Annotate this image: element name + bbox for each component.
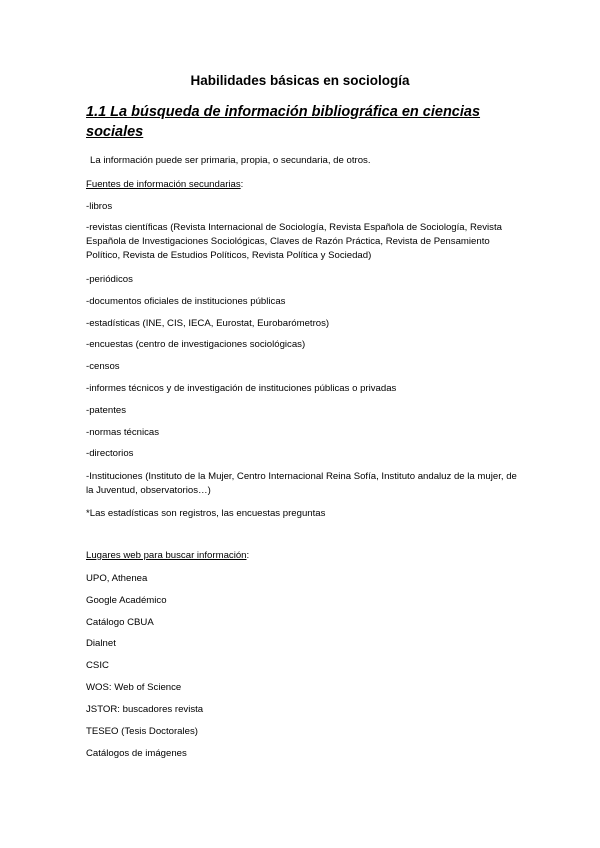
secondary-sources-label: Fuentes de información secundarias:: [86, 179, 244, 190]
list-item: Dialnet: [86, 638, 116, 649]
section-heading: 1.1 La búsqueda de información bibliográfica en ciencias sociales: [86, 104, 481, 140]
list-item: TESEO (Tesis Doctorales): [86, 726, 198, 737]
list-item: -patentes: [86, 405, 127, 416]
list-item: -directorios: [86, 448, 134, 459]
list-item: -normas técnicas: [86, 427, 160, 438]
list-item: -Instituciones (Instituto de la Mujer, Centro Internacional Reina Sofía, Instituto andaluz de la mujer, de la Juventud, observatorios…): [86, 471, 517, 496]
list-item: -periódicos: [86, 274, 133, 285]
web-sources-label: Lugares web para buscar información:: [86, 550, 250, 561]
intro-paragraph: La información puede ser primaria, propia, o secundaria, de otros.: [90, 155, 371, 166]
document-title: Habilidades básicas en sociología: [190, 73, 410, 88]
list-item: -libros: [86, 201, 113, 212]
list-item: CSIC: [86, 660, 109, 671]
list-item: Catálogos de imágenes: [86, 748, 187, 759]
list-item: -encuestas (centro de investigaciones sociológicas): [86, 339, 306, 350]
list-item: Google Académico: [86, 595, 167, 606]
list-item: JSTOR: buscadores revista: [86, 704, 204, 715]
list-item: WOS: Web of Science: [86, 682, 182, 693]
list-item: Catálogo CBUA: [86, 617, 154, 628]
note: *Las estadísticas son registros, las encuestas preguntas: [86, 508, 326, 519]
list-item: -revistas científicas (Revista Internacional de Sociología, Revista Española de Sociología, Revista Española de Investigaciones Sociológicas, Claves de Razón Práctica, Revista de Pensamiento Político, Revista de Estudios Políticos, Revista Política y Sociedad): [86, 222, 502, 261]
list-item: -documentos oficiales de instituciones públicas: [86, 296, 286, 307]
list-item: -censos: [86, 361, 120, 372]
list-item: -estadísticas (INE, CIS, IECA, Eurostat, Eurobarómetros): [86, 318, 330, 329]
list-item: UPO, Athenea: [86, 573, 148, 584]
list-item: -informes técnicos y de investigación de instituciones públicas o privadas: [86, 383, 397, 394]
